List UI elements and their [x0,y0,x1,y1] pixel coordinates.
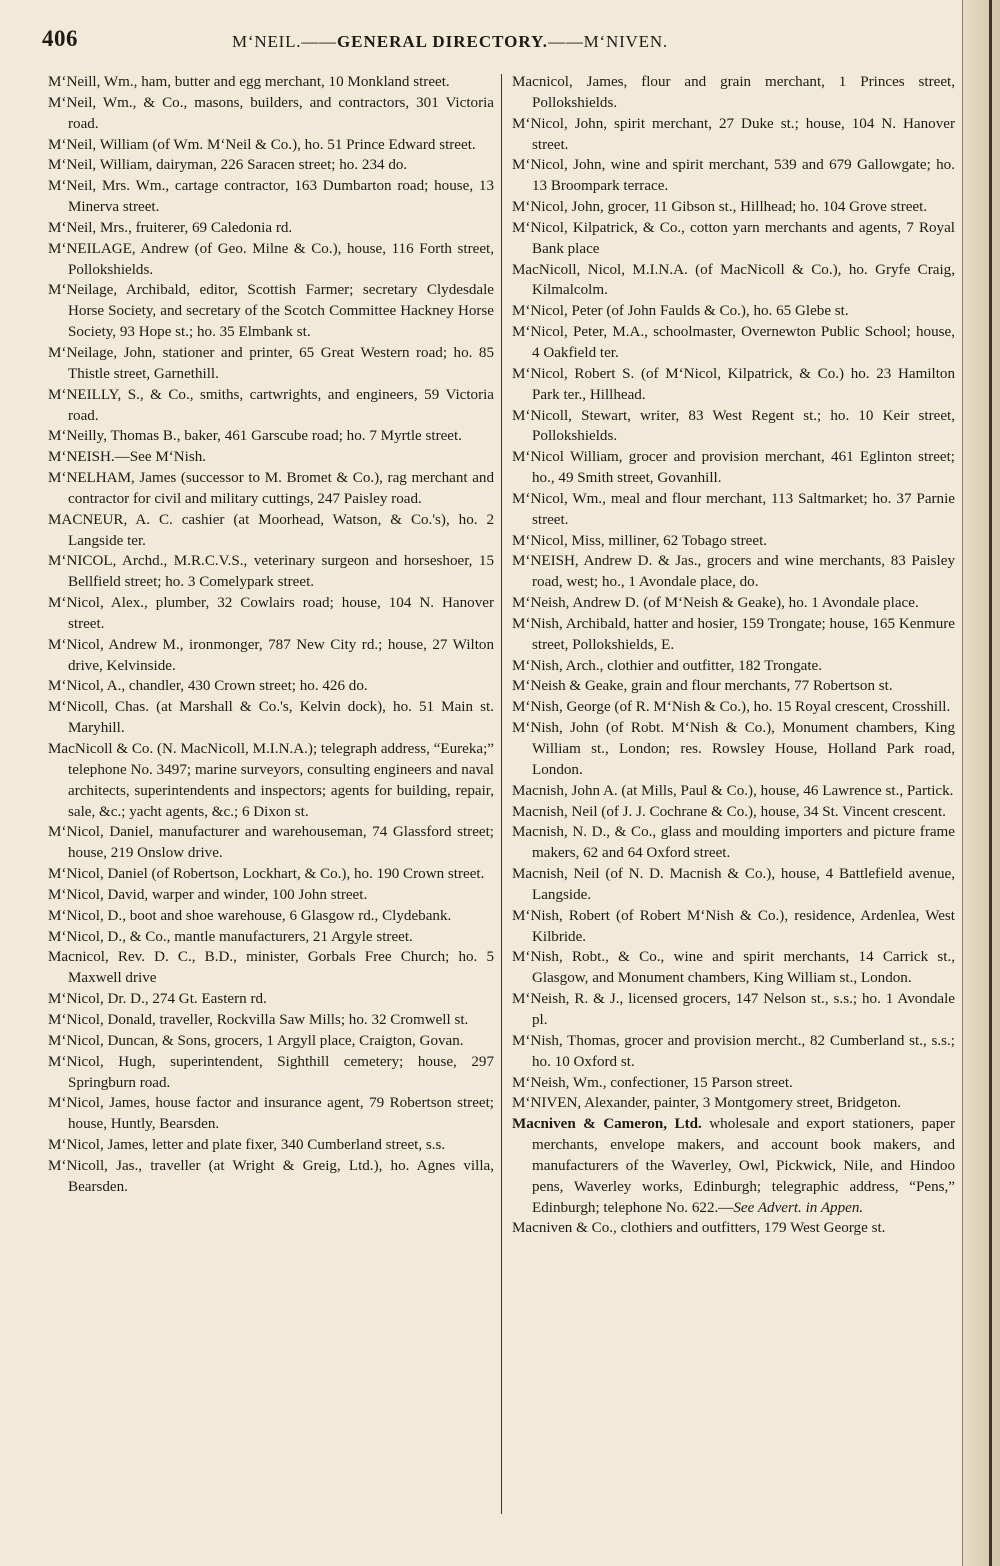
directory-entry: M‘Neish & Geake, grain and flour merchants, 77 Robertson st. [512,678,893,695]
directory-entry: MacNicoll, Nicol, M.I.N.A. (of MacNicoll & Co.), ho. Gryfe Craig, Kilmalcolm. [512,261,955,299]
directory-entry: Macnish, N. D., & Co., glass and moulding importers and picture frame makers, 62 and 64 Oxford street. [512,824,955,862]
adjacent-page-edge [962,0,1000,1566]
directory-entry: M‘Neilly, Thomas B., baker, 461 Garscube road; ho. 7 Myrtle street. [48,428,462,445]
directory-entry: M‘Nicol, John, spirit merchant, 27 Duke st.; house, 104 N. Hanover street. [512,115,955,153]
directory-entry: M‘Nicol, Daniel, manufacturer and warehouseman, 74 Glassford street; house, 219 Onslow drive. [48,824,494,862]
directory-entry: M‘NEISH, Andrew D. & Jas., grocers and wine merchants, 83 Paisley road, west; ho., 1 Avondale place, do. [512,553,955,591]
directory-entry: M‘Neil, Mrs. Wm., cartage contractor, 163 Dumbarton road; house, 13 Minerva street. [48,178,494,216]
right-column [512,72,955,1239]
directory-entry: M‘Nicol, Miss, milliner, 62 Tobago street. [512,532,768,549]
featured-entry-name: Macniven & Cameron, Ltd. [512,1116,702,1133]
directory-entry: M‘Neill, Wm., ham, butter and egg merchant, 10 Monkland street. [48,74,450,90]
directory-entry: M‘Nicoll, Stewart, writer, 83 West Regent st.; ho. 10 Keir street, Pollokshields. [512,407,955,445]
directory-entry: M‘Nicol, David, warper and winder, 100 John street. [48,886,368,903]
directory-entry: M‘Neilage, Archibald, editor, Scottish Farmer; secretary Clydesdale Horse Society, and secretary of the Scotch Committee Hackney Horse Society, 93 Hope st.; ho. 35 Elmbank st. [48,282,494,341]
directory-entry: M‘NEILLY, S., & Co., smiths, cartwrights, and engineers, 59 Victoria road. [48,386,494,424]
directory-entry: M‘Neil, Mrs., fruiterer, 69 Caledonia rd. [48,219,293,236]
right-column-entries [512,72,955,1114]
directory-entry: M‘NEISH.—See M‘Nish. [48,449,207,466]
directory-entry: M‘Nish, George (of R. M‘Nish & Co.), ho. 15 Royal crescent, Crosshill. [512,699,951,716]
directory-entry: M‘NELHAM, James (successor to M. Bromet & Co.), rag merchant and contractor for civil and military cuttings, 247 Paisley road. [48,470,494,507]
directory-entry: M‘NICOL, Archd., M.R.C.V.S., veterinary surgeon and horseshoer, 15 Bellfield street; ho. 3 Comelypark street. [48,553,494,591]
page-header [42,26,958,62]
directory-entry: M‘Nicol, Duncan, & Sons, grocers, 1 Argyll place, Craigton, Govan. [48,1032,464,1049]
directory-entry: Macnicol, Rev. D. C., B.D., minister, Gorbals Free Church; ho. 5 Maxwell drive [48,949,494,987]
directory-entry: M‘Nish, Robert (of Robert M‘Nish & Co.), residence, Ardenlea, West Kilbride. [512,907,955,945]
directory-entry: MacNicoll & Co. (N. MacNicoll, M.I.N.A.); telegraph address, “Eureka;” telephone No. 3497; marine surveyors, consulting engineers and naval architects, superintendents and inspectors; agents for building, repair, sale, &c.; yacht agents, &c.; 6 Dixon st. [48,741,494,820]
directory-entry: M‘Nicol, Donald, traveller, Rockvilla Saw Mills; ho. 32 Cromwell st. [48,1011,469,1028]
directory-entry: M‘Nicol, D., & Co., mantle manufacturers, 21 Argyle street. [48,928,413,945]
directory-entry: M‘Neil, William (of Wm. M‘Neil & Co.), ho. 51 Prince Edward street. [48,136,476,153]
running-head-title: GENERAL DIRECTORY. [336,32,549,51]
directory-entry: M‘Nicol, Kilpatrick, & Co., cotton yarn merchants and agents, 7 Royal Bank place [512,219,955,257]
directory-entry: M‘Nicol William, grocer and provision merchant, 461 Eglinton street; ho., 49 Smith street, Govanhill. [512,449,955,487]
directory-entry: M‘Nicol, Daniel (of Robertson, Lockhart, & Co.), ho. 190 Crown street. [48,866,485,883]
directory-entry: M‘Nish, Arch., clothier and outfitter, 182 Trongate. [512,657,823,674]
running-head-dash-1: —— [301,32,337,51]
directory-entry: M‘Nicol, John, wine and spirit merchant, 539 and 679 Gallowgate; ho. 13 Broompark terrace. [512,157,955,195]
directory-entry: M‘Neish, R. & J., licensed grocers, 147 Nelson st., s.s.; ho. 1 Avondale pl. [512,991,955,1028]
featured-directory-entry [512,1114,955,1218]
gutter-shadow [989,0,992,1566]
directory-entry: M‘Nish, Robt., & Co., wine and spirit merchants, 14 Carrick st., Glasgow, and Monument chambers, King William st., London. [512,949,955,987]
directory-entry: Macnish, Neil (of J. J. Cochrane & Co.), house, 34 St. Vincent crescent. [512,803,946,820]
directory-entry: M‘Nicol, A., chandler, 430 Crown street; ho. 426 do. [48,678,368,695]
directory-entry: M‘Nicol, James, letter and plate fixer, 340 Cumberland street, s.s. [48,1137,446,1154]
directory-entry: M‘NIVEN, Alexander, painter, 3 Montgomery street, Bridgeton. [512,1095,902,1112]
directory-entry: M‘Nicol, D., boot and shoe warehouse, 6 Glasgow rd., Clydebank. [48,907,452,924]
page-number: 406 [42,26,78,51]
directory-entry: M‘Nicol, Wm., meal and flour merchant, 113 Saltmarket; ho. 37 Parnie street. [512,490,955,528]
running-head-dash-2: —— [548,32,584,51]
running-head-right: M‘NIVEN. [583,32,668,51]
directory-entry: M‘Neil, Wm., & Co., masons, builders, and contractors, 301 Victoria road. [48,94,494,132]
featured-entry-note: See Advert. in Appen. [733,1199,864,1216]
directory-entry: M‘Nicol, Peter (of John Faulds & Co.), ho. 65 Glebe st. [512,303,849,320]
directory-entry: M‘Neish, Wm., confectioner, 15 Parson street. [512,1074,793,1091]
directory-entry: M‘Nicol, Alex., plumber, 32 Cowlairs road; house, 104 N. Hanover street. [48,595,494,632]
directory-entry: M‘Nicol, Robert S. (of M‘Nicol, Kilpatrick, & Co.) ho. 23 Hamilton Park ter., Hillhead. [512,365,955,403]
directory-entry: M‘Nish, Archibald, hatter and hosier, 159 Trongate; house, 165 Kenmure street, Pollokshields, E. [512,615,955,653]
directory-entry: M‘Nish, John (of Robt. M‘Nish & Co.), Monument chambers, King William st., London; res. Rowsley House, Holland Park road, London. [512,720,955,778]
featured-entry-body: wholesale and export stationers, paper merchants, envelope makers, and account book makers, and manufacturers of the Waverley, Owl, Pickwick, Nile, and Hindoo pens, Waverley works, Edinburgh; telegraphic address, “Pens,” Edinburgh; telephone No. 622.— [532,1116,955,1216]
column-divider [501,74,502,1514]
directory-entry: Macnicol, James, flour and grain merchant, 1 Princes street, Pollokshields. [512,74,955,111]
directory-entry: M‘Neish, Andrew D. (of M‘Neish & Geake), ho. 1 Avondale place. [512,595,919,612]
directory-entry: M‘Neilage, John, stationer and printer, 65 Great Western road; ho. 85 Thistle street, Garnethill. [48,344,494,382]
directory-entry: M‘Nicol, John, grocer, 11 Gibson st., Hillhead; ho. 104 Grove street. [512,199,928,216]
directory-entry: Macniven & Co., clothiers and outfitters, 179 West George st. [512,1220,886,1237]
directory-entry: M‘Nicol, Peter, M.A., schoolmaster, Overnewton Public School; house, 4 Oakfield ter. [512,324,955,361]
directory-entry: M‘NEILAGE, Andrew (of Geo. Milne & Co.), house, 116 Forth street, Pollokshields. [48,240,494,278]
directory-entry: M‘Nicol, Andrew M., ironmonger, 787 New City rd.; house, 27 Wilton drive, Kelvinside. [48,636,494,674]
directory-entry: Macnish, Neil (of N. D. Macnish & Co.), house, 4 Battlefield avenue, Langside. [512,866,955,903]
directory-entry: M‘Nicoll, Jas., traveller (at Wright & Greig, Ltd.), ho. Agnes villa, Bearsden. [48,1157,494,1195]
directory-entry: M‘Nish, Thomas, grocer and provision mercht., 82 Cumberland st., s.s.; ho. 10 Oxford st. [512,1032,955,1070]
directory-entry: M‘Neil, William, dairyman, 226 Saracen street; ho. 234 do. [48,157,408,174]
directory-entry: MACNEUR, A. C. cashier (at Moorhead, Watson, & Co.'s), ho. 2 Langside ter. [48,511,494,549]
left-column [48,72,494,1198]
running-head-left: M‘NEIL. [232,32,302,51]
running-head [232,32,668,52]
directory-entry: M‘Nicol, Dr. D., 274 Gt. Eastern rd. [48,991,267,1008]
directory-entry: M‘Nicol, Hugh, superintendent, Sighthill cemetery; house, 297 Springburn road. [48,1053,494,1091]
directory-entry: M‘Nicoll, Chas. (at Marshall & Co.'s, Kelvin dock), ho. 51 Main st. Maryhill. [48,699,494,737]
directory-entry: Macnish, John A. (at Mills, Paul & Co.), house, 46 Lawrence st., Partick. [512,782,954,799]
directory-entry: M‘Nicol, James, house factor and insurance agent, 79 Robertson street; house, Huntly, Bearsden. [48,1095,494,1133]
